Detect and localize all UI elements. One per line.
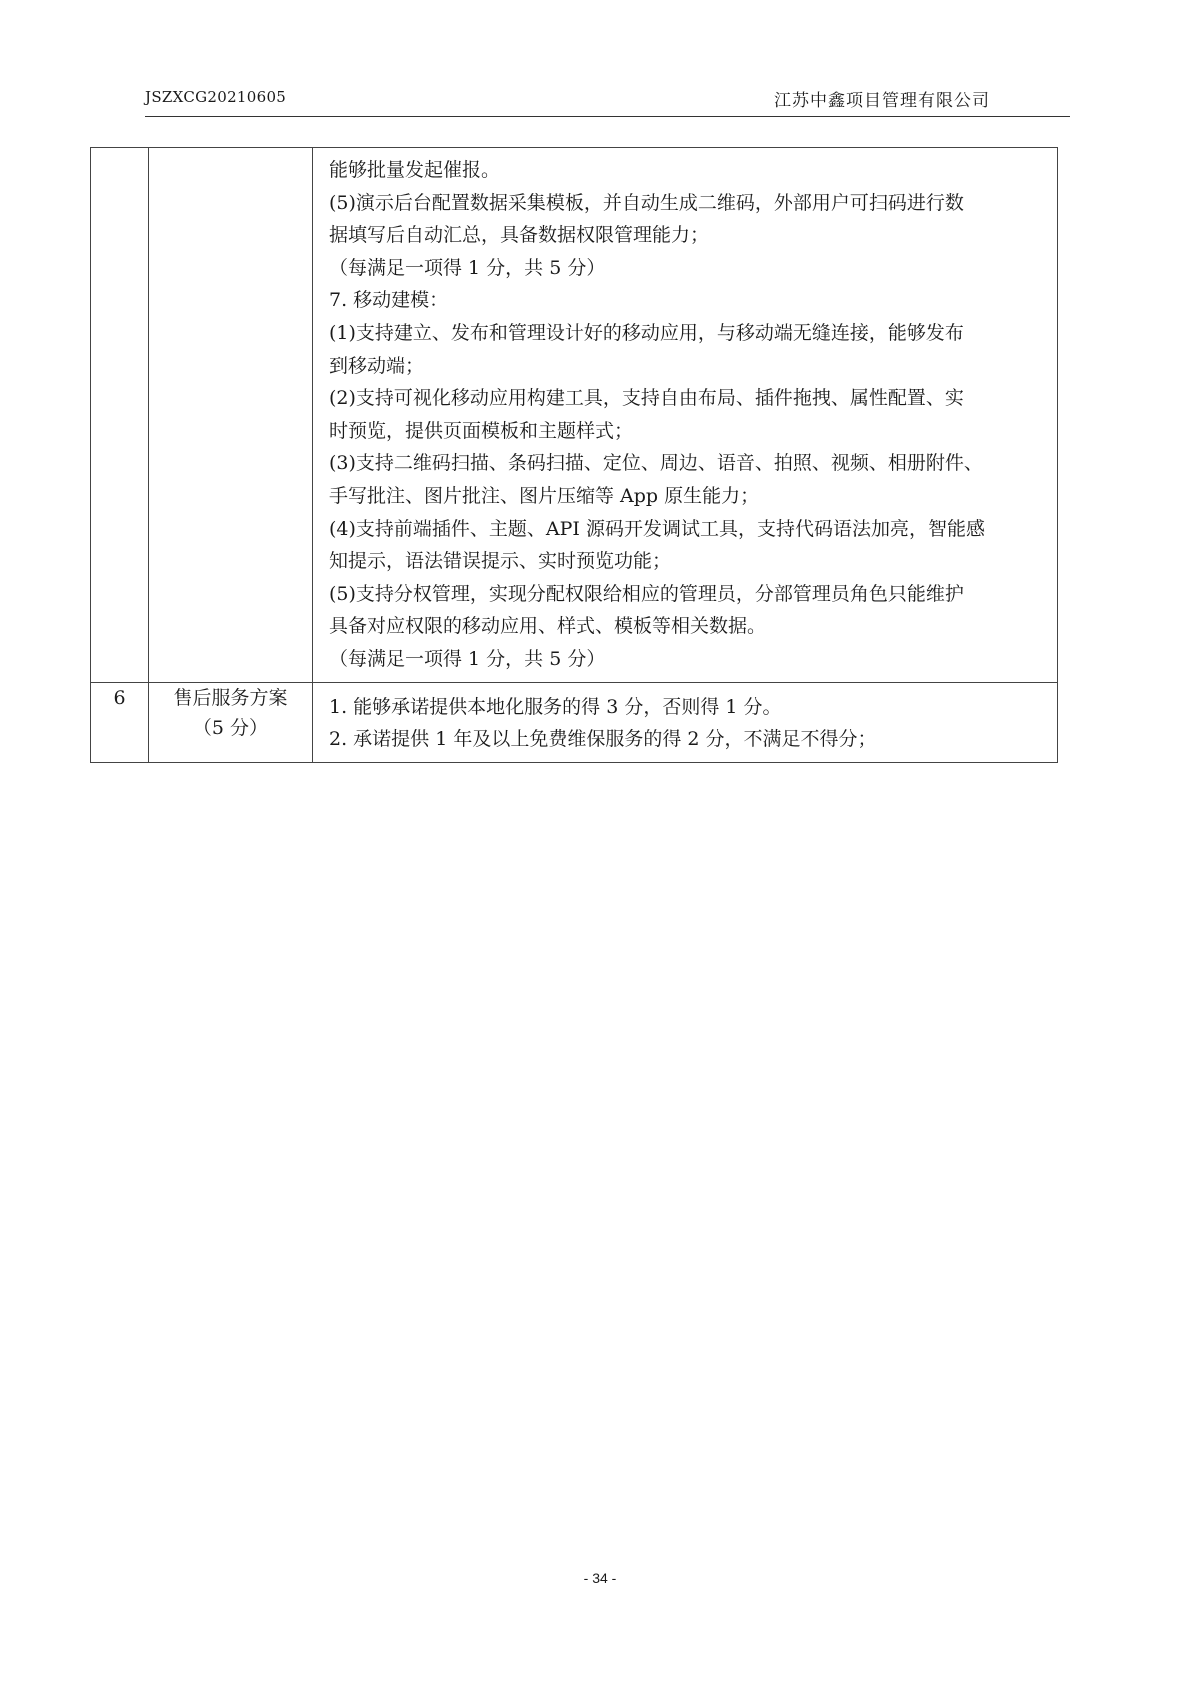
detail-line: (5)演示后台配置数据采集模板，并自动生成二维码，外部用户可扫码进行数	[329, 191, 964, 214]
row-number-cell: 6	[91, 682, 149, 762]
scoring-detail-text	[313, 683, 1057, 762]
scoring-table	[90, 147, 1058, 763]
detail-line: (3)支持二维码扫描、条码扫描、定位、周边、语音、拍照、视频、相册附件、	[329, 452, 983, 475]
table-row	[91, 682, 1058, 762]
scoring-item-cell	[149, 682, 313, 762]
company-name: 江苏中鑫项目管理有限公司	[774, 91, 990, 111]
page-header	[145, 86, 1070, 117]
detail-line: 知提示，语法错误提示、实时预览功能；	[329, 550, 672, 573]
detail-line: 2. 承诺提供 1 年及以上免费维保服务的得 2 分，不满足不得分；	[329, 728, 877, 751]
detail-line: （每满足一项得 1 分，共 5 分）	[329, 647, 606, 670]
detail-line: 到移动端；	[329, 354, 425, 377]
scoring-item-name: 售后服务方案	[173, 686, 288, 709]
detail-line: (4)支持前端插件、主题、API 源码开发调试工具，支持代码语法加亮，智能感	[329, 517, 985, 540]
detail-line: (5)支持分权管理，实现分配权限给相应的管理员，分部管理员角色只能维护	[329, 582, 964, 605]
document-id: JSZXCG20210605	[145, 88, 287, 106]
scoring-detail-text	[313, 148, 1057, 682]
scoring-detail-cell	[313, 148, 1058, 683]
detail-line: 手写批注、图片批注、图片压缩等 App 原生能力；	[329, 484, 760, 507]
row-number-cell	[91, 148, 149, 683]
detail-line: 1. 能够承诺提供本地化服务的得 3 分，否则得 1 分。	[329, 695, 782, 718]
detail-line: (2)支持可视化移动应用构建工具，支持自由布局、插件拖拽、属性配置、实	[329, 387, 964, 410]
detail-line: 据填写后自动汇总，具备数据权限管理能力；	[329, 224, 710, 247]
scoring-item-score: （5 分）	[192, 716, 269, 739]
detail-line: 具备对应权限的移动应用、样式、模板等相关数据。	[329, 615, 767, 638]
table-row	[91, 148, 1058, 683]
scoring-item-cell	[149, 148, 313, 683]
detail-line: （每满足一项得 1 分，共 5 分）	[329, 256, 606, 279]
scoring-detail-cell	[313, 682, 1058, 762]
detail-line: (1)支持建立、发布和管理设计好的移动应用，与移动端无缝连接，能够发布	[329, 321, 964, 344]
detail-line: 时预览，提供页面模板和主题样式；	[329, 419, 634, 442]
detail-line: 能够批量发起催报。	[329, 159, 501, 181]
detail-line: 7. 移动建模：	[329, 289, 449, 312]
page-number: - 34 -	[583, 1570, 617, 1586]
